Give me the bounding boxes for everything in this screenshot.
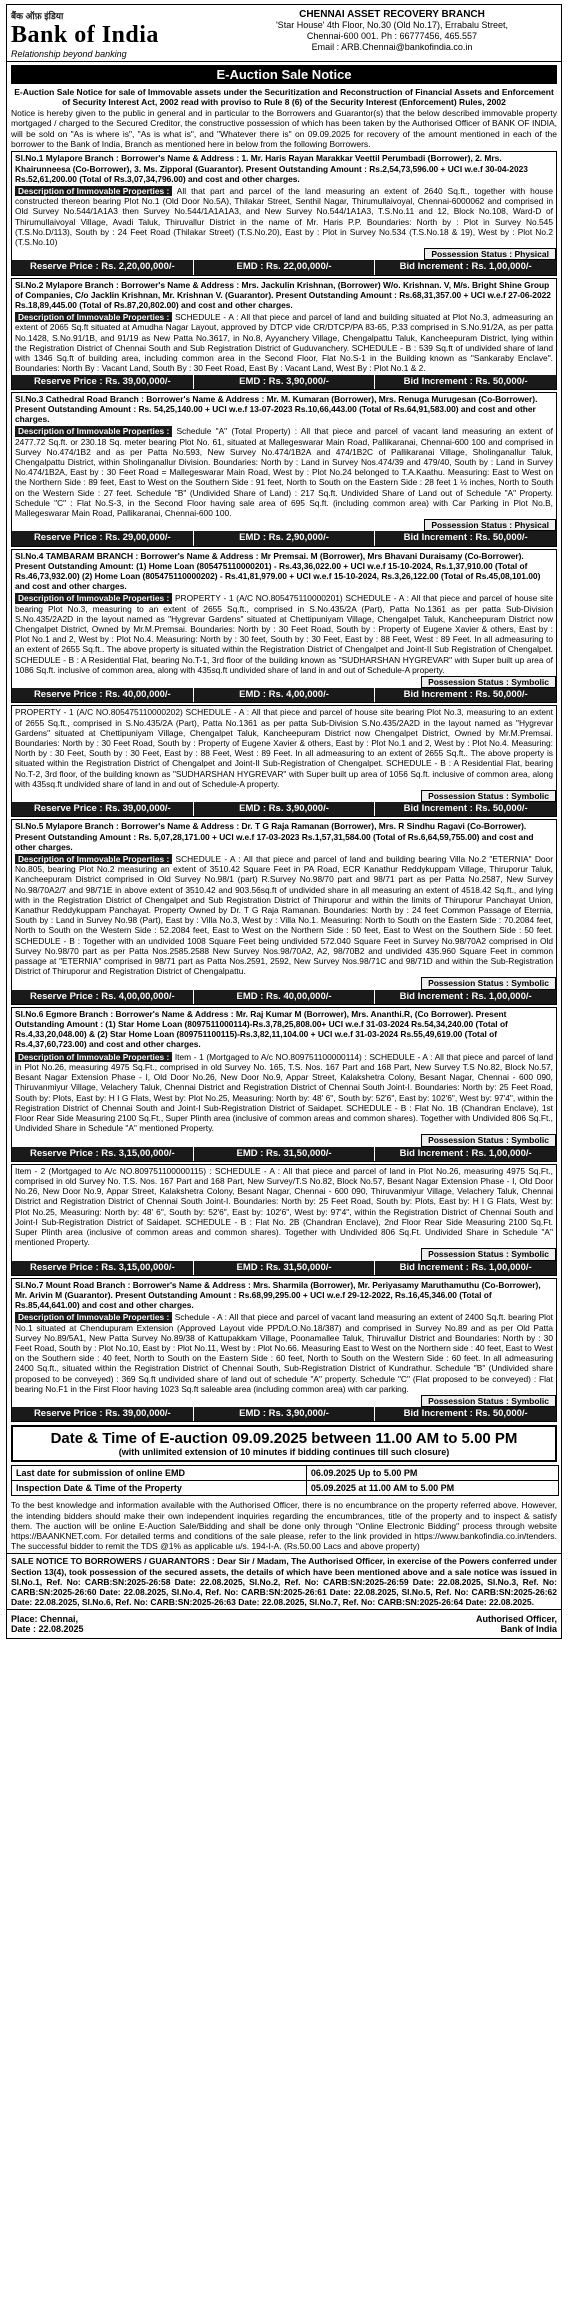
description-label: Description of Immovable Properties : [15, 854, 172, 864]
auction-item [11, 819, 557, 1004]
reserve-price: Reserve Price : Rs. 39,00,000/- [12, 1407, 194, 1421]
officer-bank: Bank of India [500, 1624, 557, 1635]
auction-item [11, 151, 557, 275]
bid-increment: Bid Increment : Rs. 50,000/- [403, 689, 528, 701]
reserve-price: Reserve Price : Rs. 39,00,000/- [12, 802, 194, 816]
email-line: Email : ARB.Chennai@bankofindia.co.in [311, 42, 473, 52]
bid-increment: Bid Increment : Rs. 1,00,000/- [399, 261, 532, 273]
possession-status: Possession Status : Symbolic [421, 790, 556, 802]
bid-increment: Bid Increment : Rs. 1,00,000/- [399, 1147, 532, 1159]
item-description [12, 1051, 556, 1135]
auction-item [11, 1278, 557, 1423]
possession-status: Possession Status : Physical [424, 248, 556, 260]
auction-item [11, 705, 557, 817]
possession-row [12, 977, 556, 989]
description-text: Item - 1 (Mortgaged to A/c NO.809751100000114) : SCHEDULE - A : All that piece and parcel of land in Plot No.26, measuring 4975 Sq.Ft., comprised in old Survey No. 165, T.S. Nos. 167 Part and 168 Part, New Survey T.S No.82, Block No.57, Besant Nagar Extension Phase - I, Old Door No.26, New Door No.9, Appar Street, Kalakshetra Colony, Besant Nagar, Chennai - 600 090, Thiruvanmiyur Village, Velachery Taluk, Chennai District and Registration District of Chennai South Joint-I. Boundaries: North by: 25 Feet Road, South by: Plots, East by: H I G Flats, West by: Plot No.25, Measuring: North by: 48' 6", South by: 52'6", East by: 102'6", West by: 97'4", within the Registration District of Chennai South and Joint-I Sub-Registration District of Saidapet. SCHEDULE - B : Flat No. 1B (Chandran Enclave), 1st Floor Rear Side Measuring 2100 Sq.Ft., Super Plinth area (inclusive of common areas and common shares). Together with Undivided 806 Sq.Ft., Undivided Share in Schedule "A" mentioned Property. [15, 1051, 553, 1134]
item-header: Sl.No.1 Mylapore Branch : Borrower's Name & Address : 1. Mr. Haris Rayan Marakkar Veettil Perumbadi (Borrower), 2. Mrs. Khairunneesa (Co-Borrower), 3. Ms. Zipporal (Guarantor). Present Outstanding Amount : Rs.2,54,73,596.00 + UCI w.e.f 30-04-2023 Rs.52,61,200.00 (Total of Rs.3,07,34,796.00) and cost and other charges. [15, 153, 528, 184]
signatory [476, 1614, 557, 1634]
bid-increment: Bid Increment : Rs. 1,00,000/- [399, 1261, 532, 1273]
address-line-1: 'Star House' 4th Floor, No.30 (Old No.17), Errabalu Street, [275, 20, 509, 30]
branch-address [227, 9, 557, 59]
price-bar [12, 990, 556, 1004]
auction-item [11, 549, 557, 704]
reserve-price: Reserve Price : Rs. 3,15,00,000/- [12, 1261, 194, 1275]
item-description [12, 425, 556, 519]
bank-logo [11, 9, 211, 59]
auction-item [11, 278, 557, 390]
schedule-value: 05.09.2025 at 11.00 AM to 5.00 PM [306, 1481, 558, 1496]
price-bar [12, 802, 556, 816]
item-description [12, 1311, 556, 1395]
possession-row [12, 790, 556, 802]
item-description [12, 311, 556, 374]
item-header: Sl.No.7 Mount Road Branch : Borrower's Name & Address : Mrs. Sharmila (Borrower), Mr. Periyasamy Maruthamuthu (Co-Borrower), Mr. Arivin M (Guarantor). Present Outstanding Amount : Rs.68,99,295.00 + UCI w.e.f 29-12-2022, Rs.16,45,346.00 (Total of Rs.85,44,641.00) and cost and other charges. [15, 1279, 541, 1311]
reserve-price: Reserve Price : Rs. 3,15,00,000/- [12, 1147, 194, 1161]
officer-title: Authorised Officer, [475, 1614, 557, 1625]
possession-row [12, 676, 556, 688]
schedule-label: Inspection Date & Time of the Property [12, 1481, 307, 1496]
intro [7, 87, 561, 149]
item-header: Sl.No.5 Mylapore Branch : Borrower's Name & Address : Dr. T G Raja Ramanan (Borrower), Mrs. R Sindhu Ragavi (Co-Borrower). Present Outstanding Amount : Rs. 5,07,28,171.00 + UCI w.e.f 17-03-2023 Rs.1,57,31,584.00 (Total of Rs.6,64,59,755.00) and cost and other charges. [15, 821, 534, 852]
auction-date-banner [11, 1425, 557, 1462]
item-description [12, 1165, 556, 1249]
date: Date : 22.08.2025 [11, 1624, 84, 1635]
price-bar [12, 1261, 556, 1275]
address-line-2: Chennai-600 001. Ph : 66777456, 465.557 [306, 31, 478, 41]
reserve-price: Reserve Price : Rs. 4,00,00,000/- [12, 990, 194, 1004]
auction-item [11, 392, 557, 547]
table-row [12, 1466, 559, 1481]
schedule-value: 06.09.2025 Up to 5.00 PM [306, 1466, 558, 1481]
description-text: PROPERTY - 1 (A/C NO.805475110000202) SCHEDULE - A : All that piece and parcel of house site bearing Plot No.3, measuring to an extent of 2655 Sq.ft., comprised in S.No.435/2A (Part), Patta No.1361 as per patta Sub-Division S.No.435/2A2D in the layout named as "Hygrevar Gardens" situated at Chettipuniyam Village, Chengalpet Taluk, Kancheepuram District now Chengalpet District, Owned by Mr.M.Premsai. Boundaries: North by : 30 Feet Road, South by : Property of Eugene Xavier & others, East by : Plot No.1 and 2, West by : Plot No.4. Measuring: North by : 30 Feet, South by : 30 Feet, East by : 88 Feet, West : 89 Feet. In all admeasuring to an extent of 2655 Sq.ft.. The above property is situated within the Registration District of Chengalpet and Joint-II Sub-Registration of Chengalpet. SCHEDULE - B : A Residential Flat, bearing No.T-2, 3rd floor, of the building known as "SUDHARSHAN HYGREVAR" with Super built up area of 1056 Sq.ft. inclusive of common area, along with 435sq.ft undivided share of land in and out of Schedule-A property. [15, 707, 553, 789]
emd-amount: EMD : Rs. 40,00,000/- [194, 990, 376, 1004]
reserve-price: Reserve Price : Rs. 40,00,000/- [12, 688, 194, 702]
possession-status: Possession Status : Symbolic [421, 676, 556, 688]
description-text: SCHEDULE - A : All that piece and parcel of land and building bearing Villa No.2 "ETERNIA" Door No.805, bearing Plot No.2 measuring an extent of 3510.42 Square Feet in PA Road, ECR Kanathur Reddykuppam Village, Thiruporur Taluk, Kancheepuram District comprised in Old Survey No.98/1 (part) R.Survey No.98/70 part and 98/71 part as per Patta No.2587, New Survey No.98/70A2/7 and 98/71E in above extent of 3510.42 and 903.56sq.ft of undivided share in all measuring an extent of 4518.42 Sq.ft., and lying with in the Registration District of Chengalpet and Sub Registration District of Thiruporur and within the limits of Thiruporur Panchayat Union, Kanathur Reddykuppam Panchayat. Property Owned by Dr. T G Raja Ramanan. Boundaries: North by : 24 feet Common Passage of Eternia, South by : Land in Survey No.98 (Part), East by : Villa No.3, West by : Villa No.1. Measuring: North to South on the Eastern Side : 70.2084 feet, North to South on the Western Side : 52.2084 feet, East to West on the Northern Side : 50 feet, East to West on the Southern Side : 50 feet. SCHEDULE - B : Together with an undivided 1008 Square Feet being undivided 572.040 Square Feet in Survey No.98/70A2 comprised in Old Survey No.98/70 part as per Patta Nos.2585.2588 New Survey Nos.98/70A2, A2, 98/70B2 and undivided 435.960 Square Feet in common passage at "ETERNIA" comprised in 98/71 part as Patta Nos.2591, 2592, New Survey Nos.98/71C and 98/71D and within the Sub-Registration District of Thiruporur and Registration District of Chengalpattu. [15, 854, 554, 977]
emd-amount: EMD : Rs. 31,50,000/- [194, 1261, 376, 1275]
reserve-price: Reserve Price : Rs. 29,00,000/- [12, 531, 194, 545]
notice-page [6, 4, 562, 1639]
possession-status: Possession Status : Physical [424, 519, 556, 531]
description-label: Description of Immovable Properties : [15, 593, 172, 603]
place-date [11, 1614, 84, 1634]
emd-amount: EMD : Rs. 2,90,000/- [194, 531, 376, 545]
table-row [12, 1481, 559, 1496]
possession-row [12, 519, 556, 531]
description-label: Description of Immovable Properties : [15, 1052, 172, 1062]
price-bar [12, 531, 556, 545]
possession-row [12, 1134, 556, 1146]
borrower-notice: SALE NOTICE TO BORROWERS / GUARANTORS : Dear Sir / Madam, The Authorised Officer, in exercise of the Powers conferred under Section 13(4), took possession of the secured assets, the details of which have been mentioned above and a sale notice was issued in Sl.No.1, Ref. No: CARB:SN:2025-26:58 Date: 22.08.2025, Sl.No.2, Ref. No: CARB:SN:2025-26:59 Date: 22.08.2025, Sl.No.3, Ref. No: CARB:SN:2025-26:60 Date: 22.08.2025, Sl.No.4, Ref. No: CARB:SN:2025-26:61 Date: 22.08.2025, Sl.No.5, Ref. No: CARB:SN:2025-26:62 Date: 22.08.2025, Sl.No.6, Ref. No: CARB:SN:2025-26:63 Date: 22.08.2025, Sl.No.7, Ref. No: CARB:SN:2025-26:64 Date: 22.08.2025. [7, 1553, 561, 1609]
emd-amount: EMD : Rs. 4,00,000/- [194, 688, 376, 702]
price-bar [12, 688, 556, 702]
description-text: SCHEDULE - A : All that piece and parcel of land and building situated at Plot No.3, admeasuring an extent of 2065 Sq.ft situated at Amudha Nagar Layout, approved by DTCP vide CR/DTCP/PA 83-65, P.33 comprised in S.No.91/2A, as per patta No.1428, S.No.91/1B, and 91/19 as New Patta No.3617, in No.8, Ayyanchery Village, Chengalpattu Taluk, Kancheepuram District, lying within the Registration District of Chennai South and Sub Registration District of Guduvanchery. SCHEDULE - B : 539 Sq.ft of undivided share of land with 1346 Sq.ft of building area, including common area in the Second Floor, Flat No.S-1 in the Building known as "Sankaraby Enclave". Boundaries: North By : Vacant Land, South By : 30 Feet Road, East By : Vacant Land, West By : Plot No.1 & 2. [15, 312, 553, 374]
item-header: Sl.No.2 Mylapore Branch : Borrower's Name & Address : Mrs. Jackulin Krishnan, (Borrower) W/o. Krishnan. V, M/s. Bright Shine Group of Companies, C/o Jacklin Krishnan, Mr. Krishnan V. (Guarantor). Present Outstanding Amount : Rs.68,31,357.00 + UCI w.e.f 27-06-2022 Rs.18,89,445.00 (Total of Rs.87,20,802.00) and cost and other charges. [15, 279, 551, 311]
intro-heading: E-Auction Sale Notice for sale of Immovable assets under the Securitization and Reconstruction of Financial Assets and Enforcement of Security Interest Act, 2002 read with proviso to Rule 8 (6) of the Security Interest (Enforcement) Rules, 2002 [14, 87, 554, 108]
description-text: PROPERTY - 1 (A/C NO.805475110000201) SCHEDULE - A : All that piece and parcel of house site bearing Plot No.3, measuring to an extent of 2655 Sq.ft., comprised in S.No.435/2A (Part), Patta No.1361 as per patta Sub-Division S.No.435/2A2D in the layout named as "Hygrevar Gardens" situated at Chettipuniyam Village, Chengalpet Taluk, Kancheepuram District now Chengalpet District, Owned by Mr.M.Premsai. Boundaries: North by : 30 Feet Road, South by : Property of Eugene Xavier & others, East by : Plot No.1 and 2, West by : Plot No.4. Measuring: North by : 30 feet, South by : 30 Feet, East by : 88 Feet, West : 89 Feet. In all admeasuring to an extent of 2655 Sq.ft.. The above property is situated within the Registration District of Chengalpet and Joint-II Sub Registration of Chengalpet. SCHEDULE - B : A Residential Flat, bearing No.T-1, 3rd floor of the building known as "SUDHARSHAN HYGREVAR" with Super built up area of 1086 Sq.ft. inclusive of common area, along with 435sq.ft undivided share of land in and out of Schedule-A property. [15, 593, 553, 675]
footer [7, 1609, 561, 1638]
emd-amount: EMD : Rs. 22,00,000/- [194, 260, 376, 274]
schedule-table [11, 1465, 559, 1496]
possession-status: Possession Status : Symbolic [421, 977, 556, 989]
item-description [12, 592, 556, 676]
emd-amount: EMD : Rs. 3,90,000/- [194, 375, 376, 389]
price-bar [12, 375, 556, 389]
page-title: E-Auction Sale Notice [11, 65, 557, 84]
reserve-price: Reserve Price : Rs. 39,00,000/- [12, 375, 194, 389]
emd-amount: EMD : Rs. 3,90,000/- [194, 802, 376, 816]
auction-extension-note: (with unlimited extension of 10 minutes if bidding continues till such closure) [118, 1447, 450, 1458]
emd-amount: EMD : Rs. 3,90,000/- [194, 1407, 376, 1421]
description-label: Description of Immovable Properties : [15, 186, 172, 196]
emd-amount: EMD : Rs. 31,50,000/- [194, 1147, 376, 1161]
item-description [12, 853, 556, 977]
description-label: Description of Immovable Properties : [15, 426, 172, 436]
header [7, 5, 561, 62]
bid-increment: Bid Increment : Rs. 50,000/- [403, 1408, 528, 1420]
item-header: Sl.No.3 Cathedral Road Branch : Borrower's Name & Address : Mr. M. Kumaran (Borrower), Mrs. Renuga Murugesan (Co-Borrower). Present Outstanding Amount : Rs. 54,25,140.00 + UCI w.e.f 13-07-2023 Rs.10,66,443.00 (Total of Rs.64,91,583.00) and cost and other charges. [15, 393, 538, 425]
logo-tagline: Relationship beyond banking [11, 49, 127, 59]
item-header: Sl.No.4 TAMBARAM BRANCH : Borrower's Name & Address : Mr Premsai. M (Borrower), Mrs Bhavani Duraisamy (Co-Borrower). Present Outstanding Amount: (1) Home Loan (805475110000201) - Rs.43,36,022.00 + UCI w.e.f 15-10-2024, Rs.1,37,910.00 (Total of Rs.46,73,932.00) (2) Home Loan (805475110000202) - Rs.41,81,979.00 + UCI w.e.f 15-10-2024, Rs.3,26,122.00 (Total of Rs.45,08,101.00) and cost and other charges. [15, 550, 541, 592]
item-description [12, 706, 556, 790]
intro-text: Notice is hereby given to the public in general and in particular to the Borrowers and Guarantor(s) that the below described immovable property mortgaged / charged to the Secured Creditor, the constructive possession of which has been taken by the Authorised Officer of BANK OF INDIA, will be sold on "As is where is", "As is what is", and "Whatever there is" on 09.09.2025 for recovery of the amount mentioned in each of the borrower to the Bank of India, Branch as mentioned here in below from the following Borrowers. [11, 107, 557, 150]
branch-title: CHENNAI ASSET RECOVERY BRANCH [299, 9, 485, 20]
description-label: Description of Immovable Properties : [15, 1312, 172, 1322]
item-description [12, 185, 556, 248]
description-text: Schedule - A : All that piece and parcel of vacant land measuring an extent of 2400 Sq.ft. bearing Plot No.1 situated at Chendupuram Extension (Approved Layout vide PPD/LO.No.18/387) and comprised in Survey No.89 and as per Old Patta Survey No.89/5A1, New Patta Survey No.89/38 of Kattupakkam Village, Poonamallee Taluk, Thiruvallur District and Boundaries: North by : 30 Feet Road, South by : Plot No.10, East by : Plot No.11, West by : Plot No.66. Measuring East to West on the Northern side : 40 feet, East to West on the Southern side : 40 feet, North to South on the Eastern Side : 60 feet, North to South on the Western Side : 60 feet. In all admeasuring 2400 Sq.ft., situated within the Registration District of Chennai South, Sub-Registration District of Kundrathur. Schedule "B" (Undivided share proposed to be conveyed) : 369 Sq.ft undivided share of land out of schedule "A" property. Schedule "C" (Flat proposed to be conveyed) : Flat bearing No.F1 in the First Floor having 1023 Sq.ft saleable area (including common area) with car parking. [15, 1312, 554, 1394]
place: Place: Chennai, [11, 1614, 79, 1625]
description-text: All that part and parcel of the land measuring an extent of 2640 Sq.ft., together with house constructed thereon bearing Plot No.1 (Old Door No.5A), Thilakar Street, Senthil Nagar, Thirumullaivoyal, Chennai-6000062 and comprised in Old Survey No.544/1A1A3 then Survey No.544/1A1A1A3, and New Survey No.544/1A1A3, T.S.No.11 and 12, Block No.108, Ward-D of Thirumullaivoyal Village, Avadi Taluk, Thiruvallur District in the name of Mr. Haris P.P. Boundaries: North by : Plot in Survey No.545 (T.S.No.D/113), South by : 24 Feet Road (Thilakar Street) (T.S.No.20), East by : Plot in Survey No.534 (T.S.No.18 & 19), West by : Plot No.2 (T.S.No.10) [15, 186, 553, 248]
possession-status: Possession Status : Symbolic [421, 1395, 556, 1407]
possession-status: Possession Status : Symbolic [421, 1248, 556, 1260]
bid-increment: Bid Increment : Rs. 1,00,000/- [399, 990, 532, 1002]
reserve-price: Reserve Price : Rs. 2,20,00,000/- [12, 260, 194, 274]
description-text: Item - 2 (Mortgaged to A/c NO.809751100000115) : SCHEDULE - A : All that piece and parcel of land in Plot No.26, measuring 4975 Sq.Ft., comprised in old Survey No. T.S. Nos. 167 Part and 168 Part, New Survey/T.S No.82, Block No.57, Besant Nagar Extension Phase - I, Old Door No.26, New Door No.9, Appar Street, Kalakshetra Colony, Besant Nagar, Chennai - 600 090, Thiruvanmiyur Village, Velachery Taluk, Chennai District and Registration District of Chennai South Joint-I. Boundaries: North by: 25 Feet Road, South by: Plots, East by: H I G Flats, West by: Plot No.25, Measuring: North by: 48' 6", South by: 52'6", East by: 102'6", West by: 97'4", within the Registration District of Chennai South and Joint-I Sub-Registration District of Saidapet. SCHEDULE - B : Flat No. 2B (Chandran Enclave), 2nd Floor Rear Side Measuring 2100 Sq.Ft. Super Plinth area (inclusive of common areas and common shares). Together with Undivided 806 Sq.Ft. Undivided Share in Schedule "A" mentioned Property. [15, 1165, 553, 1248]
schedule-label: Last date for submission of online EMD [12, 1466, 307, 1481]
auction-item [11, 1007, 557, 1162]
bid-increment: Bid Increment : Rs. 50,000/- [403, 803, 528, 815]
logo-hindi: बैंक ऑफ़ इंडिया [11, 11, 64, 21]
item-header: Sl.No.6 Egmore Branch : Borrower's Name & Address : Mr. Raj Kumar M (Borrower), Mrs. Ananthi.R, (Co Borrower). Present Outstanding Amount : (1) Star Home Loan (8097511000114)-Rs.3,78,25,808.00+ UCI w.e.f 31-03-2024 Rs.54,34,240.00 (Total of Rs.4,33,20,048.00) & (2) Star Home Loan (809751100115)-Rs.3,82,11,104.00 + UCI w.e.f 31-03-2024 Rs.55,49,619.00 (Total of Rs.4,37,60,723.00) and cost and other charges. [15, 1008, 508, 1050]
price-bar [12, 1407, 556, 1421]
bid-increment: Bid Increment : Rs. 50,000/- [403, 375, 528, 387]
terms-text: To the best knowledge and information available with the Authorised Officer, there is no encumbrance on the property referred above. However, the intending bidders should make their own independent inquiries regarding the encumbrances, title of the property and to inspect & satisfy them. The auction will be online E-Auction Sale/Bidding and shall be done only through "Online Electronic Bidding" process through website https://BAANKNET.com. For detailed terms and conditions of the sale please, refer to the link provided in https://www.bankofindia.co.in/tenders. The successful bidder to remit the TDS @1% as applicable u/s. 194-I-A. (Rs.50.00 Lacs and above property) [11, 1500, 557, 1552]
possession-row [12, 248, 556, 260]
auction-item [11, 1164, 557, 1276]
description-text: Schedule "A" (Total Property) : All that piece and parcel of vacant land measuring an extent of 2477.72 Sq.ft. or 230.18 Sq. meter bearing Plot No. 61, situated at Mallegeswarar Main Road, Pallikaranai, Chennai-600 100 and comprised in Survey No.474/1B2 and as per Patta No.593, New Survey No.474/1B2A and 474/1B2C of Pallikaranai Village, Sholinganallur Taluk, Chengalpattu District, within Sholinganallur Division. Boundaries: North by : Land in Survey Nos.474/39 and 479/40, South by : Land in Survey No.474/1B2A, East by : 30 Feet Road = Mallegeswarar Main Road, West by : Plot No.24 belonged to T.A.Kaathu. Measuring: East to West on the Northern Side : 89 feet, East to West on the Southern Side : 91 feet, North to South on the Eastern Side : 28 feet 1 ½ inches, North to South on the Western Side : 27 feet. Schedule "B" (Undivided Share of Land) : 217 Sq.ft. Undivided Share of Land out of Schedule "A" Property. Schedule "C" : Flat No.S-3, in the Second Floor having sale area of 695 Sq.ft. (including common area) with Car Parking in Plot No.B, Mallegeswarar Main Road, Pallikaranai, Chennai-600 100. [15, 426, 553, 518]
possession-status: Possession Status : Symbolic [421, 1134, 556, 1146]
auction-items [7, 151, 561, 1422]
possession-row [12, 1248, 556, 1260]
price-bar [12, 1147, 556, 1161]
possession-row [12, 1395, 556, 1407]
price-bar [12, 260, 556, 274]
description-label: Description of Immovable Properties : [15, 312, 172, 322]
bid-increment: Bid Increment : Rs. 50,000/- [403, 532, 528, 544]
auction-date: Date & Time of E-auction 09.09.2025 between 11.00 AM to 5.00 PM [50, 1430, 518, 1448]
logo-bank-name: Bank of India [11, 22, 159, 48]
